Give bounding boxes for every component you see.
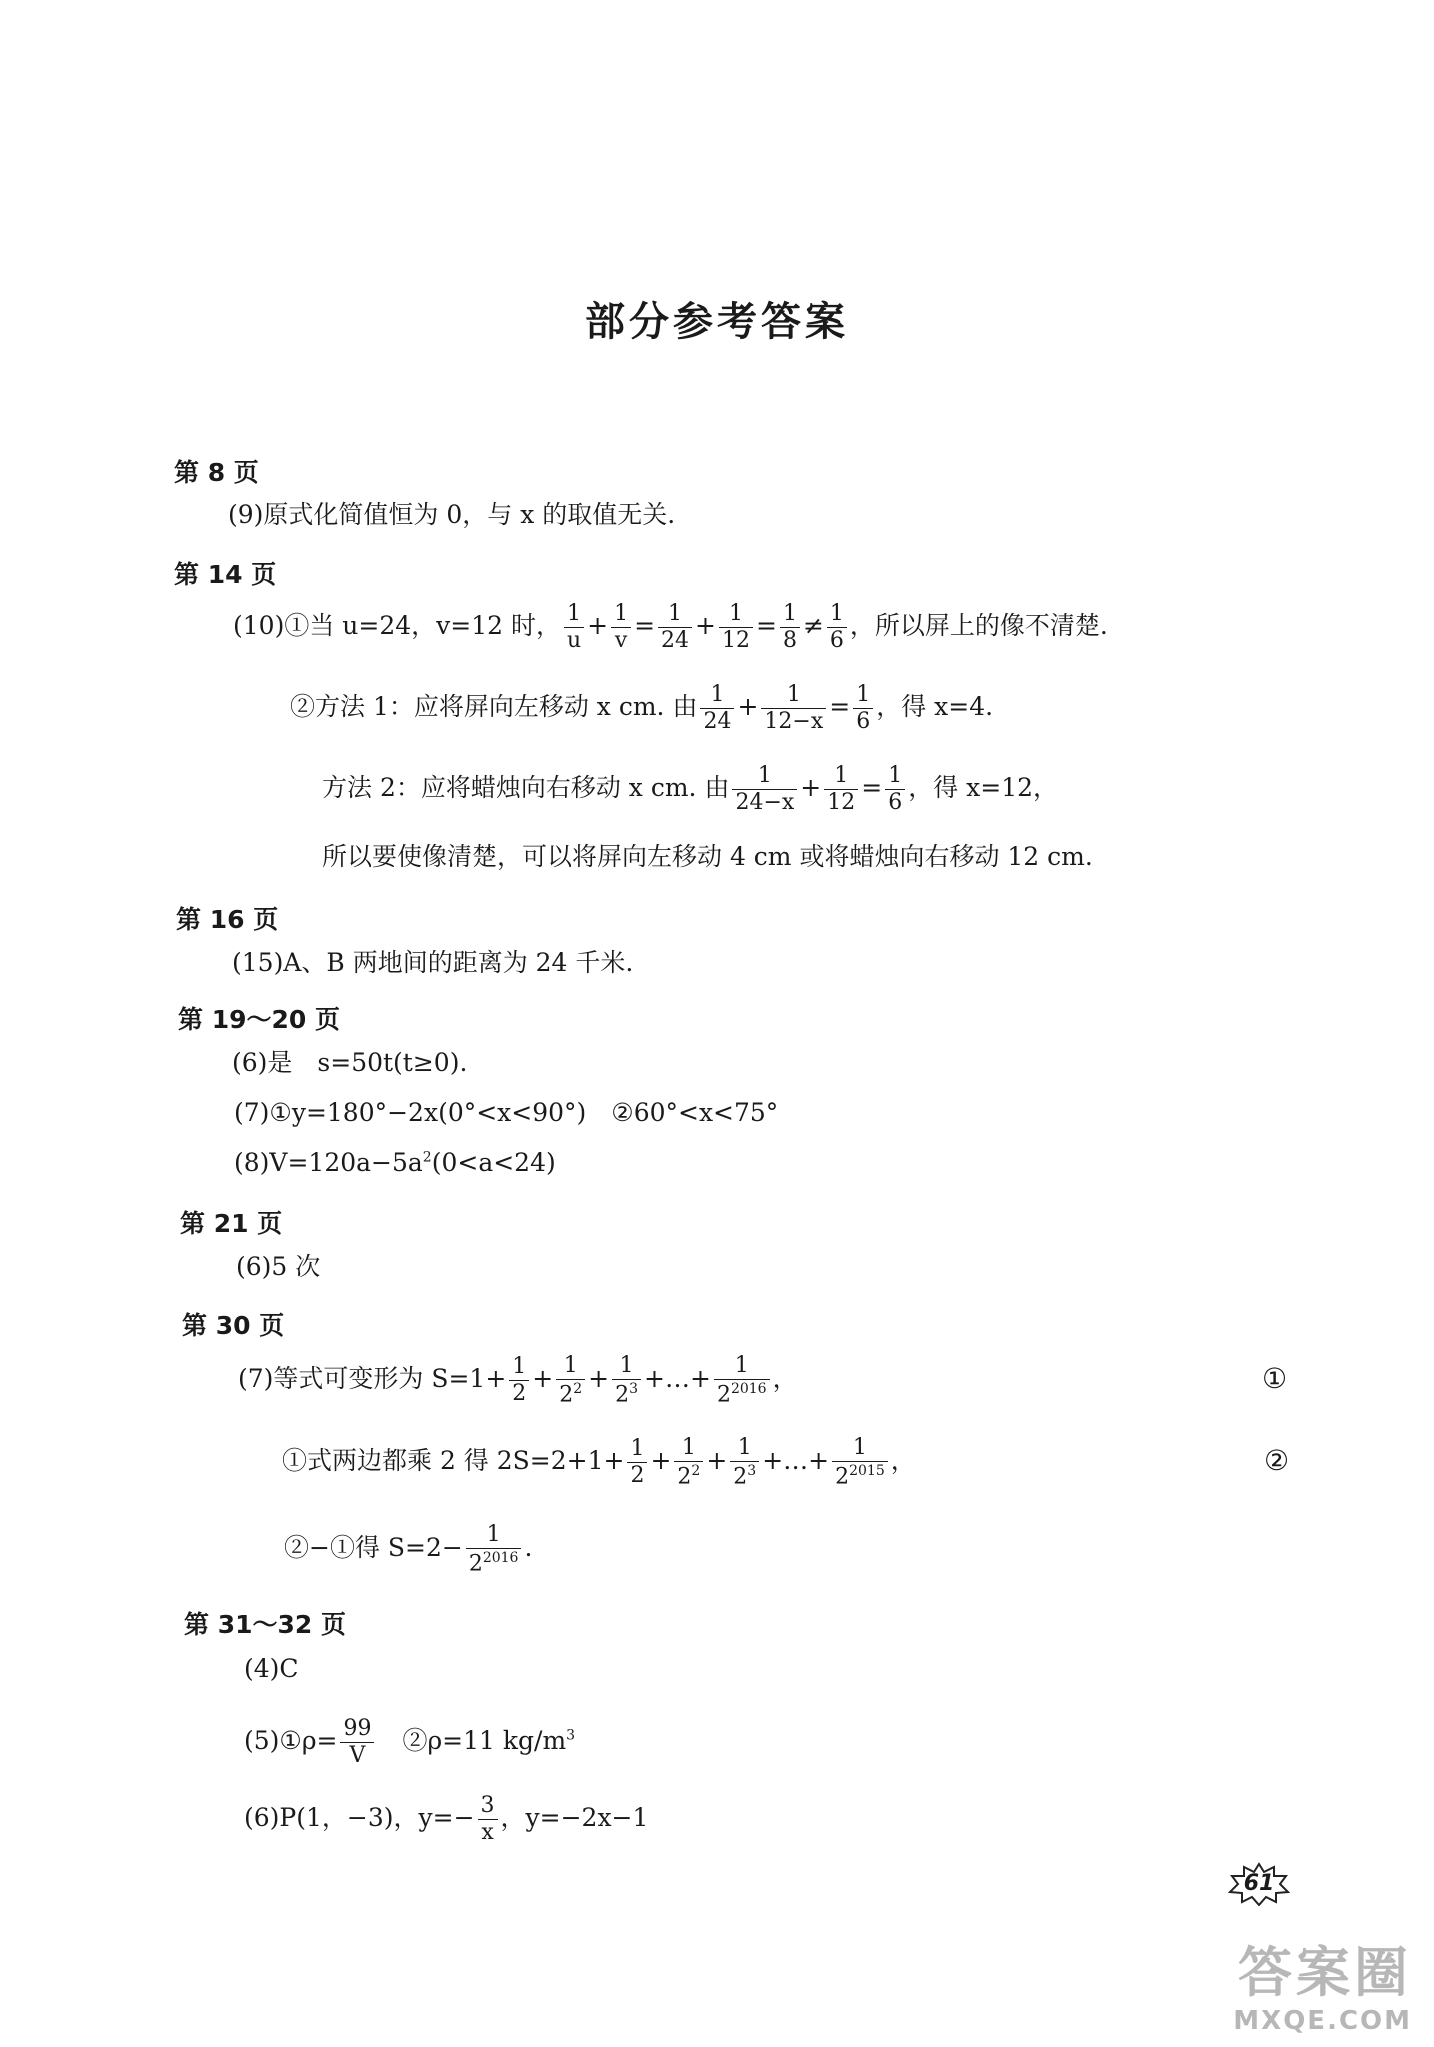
answer-line-series-3: ②−①得 S=2− $\frac{1}{2^{2016}}$ . [284, 1522, 533, 1577]
section-header-p16: 第 16 页 [176, 905, 279, 934]
equation-marker-1: ① [1262, 1362, 1288, 1395]
answer-line-lens-1: (10)①当 u=24，v=12 时， $\frac{1}{u}$ + $\frac{1}{v}$ = $\frac{1}{24}$ + $\frac{1}{12}$ = $\frac{1}{8}$ ≠ $\frac{1}{6}$ ，所以屏上的像不清楚. [233, 601, 1108, 653]
section-header-p31-32: 第 31～32 页 [184, 1610, 346, 1639]
answer-line-lens-4: 所以要使像清楚，可以将屏向左移动 4 cm 或将蜡烛向右移动 12 cm. [322, 842, 1093, 871]
watermark-url: MXQE.COM [1233, 2006, 1412, 2036]
section-header-p30: 第 30 页 [182, 1311, 285, 1340]
section-header-p21: 第 21 页 [180, 1209, 283, 1238]
answer-line: (7)①y=180°−2x(0°<x<90°) ②60°<x<75° [234, 1098, 779, 1127]
answer-line-lens-3: 方法 2：应将蜡烛向右移动 x cm. 由 $\frac{1}{24-x}$ + $\frac{1}{12}$ = $\frac{1}{6}$ ，得 x=12， [322, 763, 1059, 815]
section-header-p8: 第 8 页 [174, 458, 259, 487]
section-header-p14: 第 14 页 [174, 560, 277, 589]
page-number: 61 [1243, 1871, 1275, 1896]
answer-line: (6)5 次 [236, 1252, 321, 1281]
answer-line: (6)是 s=50t(t≥0). [232, 1048, 468, 1077]
answer-line: $(8)V=120a-5a^2(0<a<24)$ [234, 1148, 556, 1177]
watermark-logo: 答案圈 [1238, 1941, 1412, 2004]
answer-line-series-2: ①式两边都乘 2 得 2S=2+1+ $\frac{1}{2}$ + $\frac{1}{2^2}$ + $\frac{1}{2^3}$ +…+ $\frac{1}{2^{2015}}$ ， [282, 1435, 916, 1490]
answer-line: (9)原式化简值恒为 0，与 x 的取值无关. [228, 500, 676, 529]
answer-line: (4)C [244, 1654, 299, 1683]
answer-line: (15)A、B 两地间的距离为 24 千米. [232, 948, 634, 977]
page-title: 部分参考答案 [585, 299, 849, 345]
answer-line-function: (6)P(1，−3)，y=− $\frac{3}{x}$ ，y=−2x−1 [244, 1793, 649, 1845]
page-number-badge [1228, 1862, 1290, 1906]
answer-line-density: (5)①ρ= $\frac{99}{V}$ ②ρ=11 $kg/m^3$ [244, 1716, 576, 1768]
section-header-p19-20: 第 19～20 页 [178, 1005, 340, 1034]
answer-line-lens-2: ②方法 1：应将屏向左移动 x cm. 由 $\frac{1}{24}$ + $\frac{1}{12-x}$ = $\frac{1}{6}$ ，得 x=4. [290, 682, 994, 734]
answer-line-series-1: (7)等式可变形为 S=1+ $\frac{1}{2}$ + $\frac{1}{2^2}$ + $\frac{1}{2^3}$ +…+ $\frac{1}{2^{2016}}$ ， [238, 1353, 798, 1408]
equation-marker-2: ② [1264, 1444, 1290, 1477]
